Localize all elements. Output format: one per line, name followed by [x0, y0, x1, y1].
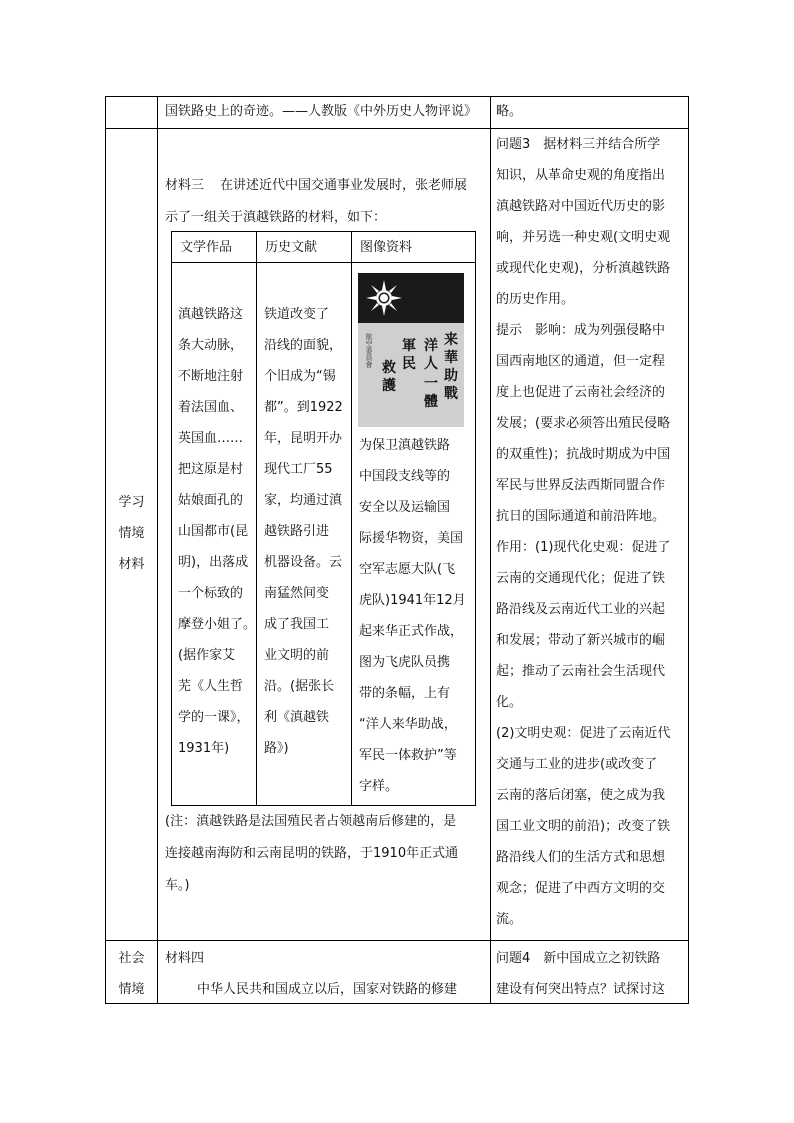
- img-caption-line: 图为飞虎队员携: [359, 655, 451, 670]
- answer-line: 流。: [496, 912, 523, 927]
- doc-line: 家，均通过滇: [264, 493, 343, 508]
- lit-line: 一个标致的: [178, 586, 244, 601]
- lit-line: 着法国血、: [178, 400, 244, 415]
- answer-line: 国西南地区的通道，但一定程: [496, 354, 666, 369]
- img-caption-line: 中国段支线等的: [359, 469, 451, 484]
- material-title: 材料三: [165, 178, 205, 193]
- answer-line: (2)文明史观：促进了云南近代: [496, 726, 671, 741]
- table-col-divider: [157, 96, 158, 1004]
- lit-line: 1931年): [178, 741, 230, 756]
- answer-line: 化。: [496, 695, 523, 710]
- lit-line: 芜《人生哲: [178, 679, 244, 694]
- answer-line: 作用：(1)现代化史观：促进了: [496, 540, 671, 555]
- inner-table-header-divider: [171, 262, 476, 263]
- doc-line: 都”。到1922: [264, 400, 343, 415]
- banner-char: 救: [382, 360, 396, 376]
- doc-line: 路》): [264, 741, 289, 756]
- table-border-bottom: [105, 1003, 689, 1004]
- doc-line: 铁道改变了: [264, 307, 330, 322]
- banner-char: 助: [444, 368, 458, 384]
- lit-line: 山国都市(昆: [178, 524, 249, 539]
- answer-line: 云南的交通现代化；促进了铁: [496, 571, 666, 586]
- answer-line: 观念；促进了中西方文明的交: [496, 881, 666, 896]
- flying-tigers-blood-chit-image: [358, 273, 464, 427]
- table-row-divider: [105, 128, 689, 129]
- lit-line: 不断地注射: [178, 369, 244, 384]
- inner-table-col-divider: [256, 231, 257, 806]
- inner-table-top: [171, 231, 476, 232]
- banner-char: 軍: [402, 338, 416, 354]
- lit-line: (据作家艾: [178, 648, 236, 663]
- answer-line: 国工业文明的前沿)；改变了铁: [496, 819, 671, 834]
- inner-table-right: [475, 231, 476, 806]
- banner-char: 體: [424, 394, 438, 410]
- img-caption-line: 虎队)1941年12月: [359, 593, 466, 608]
- doc-line: 个旧成为“锡: [264, 369, 336, 384]
- answer-line: 抗日的国际通道和前沿阵地。: [496, 509, 666, 524]
- row-label-line: 情境: [118, 526, 145, 541]
- table-col-divider: [490, 96, 491, 1004]
- answer-line: 提示 影响：成为列强侵略中: [496, 323, 666, 338]
- col-header-image: 图像资料: [360, 240, 413, 255]
- row0-answer: 略。: [496, 104, 523, 119]
- answer-line: 知识，从革命史观的角度指出: [496, 168, 666, 183]
- row-label-line: 社会: [118, 951, 145, 966]
- banner-char: 来: [444, 332, 458, 348]
- lit-line: 明)，出落成: [178, 555, 249, 570]
- question-line: 问题4 新中国成立之初铁路: [496, 951, 661, 966]
- inner-table-left: [171, 231, 172, 806]
- material-title: 材料四: [165, 951, 205, 966]
- note-line: 连接越南海防和云南昆明的铁路，于1910年正式通: [165, 846, 459, 861]
- banner-caption: 航空委員會: [365, 333, 373, 368]
- answer-line: 的双重性)；抗战时期成为中国: [496, 447, 671, 462]
- lit-line: 把这原是村: [178, 462, 244, 477]
- doc-line: 机器设备。云: [264, 555, 343, 570]
- answer-line: 军民与世界反法西斯同盟合作: [496, 478, 666, 493]
- img-caption-line: “洋人来华助战，: [359, 717, 457, 732]
- table-border-top: [105, 96, 689, 97]
- row-label-line: 材料: [118, 557, 145, 572]
- table-border-left: [105, 96, 106, 1004]
- img-caption-line: 际援华物资，美国: [359, 531, 464, 546]
- note-line: 车。): [165, 878, 190, 893]
- lit-line: 条大动脉，: [178, 338, 244, 353]
- lit-line: 英国血……: [178, 431, 244, 446]
- img-caption-line: 起来华正式作战，: [359, 624, 464, 639]
- inner-table-col-divider: [351, 231, 352, 806]
- img-caption-line: 空军志愿大队(飞: [359, 562, 456, 577]
- table-border-right: [688, 96, 689, 1004]
- row2-body-line: 中华人民共和国成立以后，国家对铁路的修建: [197, 982, 458, 997]
- question-line: 建设有何突出特点？试探讨这: [496, 982, 666, 997]
- doc-line: 沿。(据张长: [264, 679, 335, 694]
- lit-line: 学的一课》，: [178, 710, 250, 725]
- answer-line: 路沿线及云南近代工业的兴起: [496, 602, 666, 617]
- row-label-line: 学习: [118, 495, 145, 510]
- banner-char: 一: [424, 376, 438, 392]
- sun-icon: [364, 278, 404, 318]
- img-caption-line: 为保卫滇越铁路: [359, 438, 451, 453]
- banner-char: 洋: [424, 338, 438, 354]
- img-caption-line: 安全以及运输国: [359, 500, 451, 515]
- doc-line: 业文明的前: [264, 648, 330, 663]
- lit-line: 滇越铁路这: [178, 307, 244, 322]
- answer-line: 和发展；带动了新兴城市的崛: [496, 633, 666, 648]
- doc-line: 利《滇越铁: [264, 710, 330, 725]
- row0-text: 国铁路史上的奇迹。——人教版《中外历史人物评说》: [165, 104, 478, 119]
- answer-line: 滇越铁路对中国近代历史的影: [496, 199, 666, 214]
- flag-canton: [358, 273, 464, 323]
- row-label-line: 情境: [118, 982, 145, 997]
- doc-line: 现代工厂55: [264, 462, 333, 477]
- answer-line: 发展；(要求必须答出殖民侵略: [496, 416, 671, 431]
- answer-line: 问题3 据材料三并结合所学: [496, 137, 661, 152]
- answer-line: 路沿线人们的生活方式和思想: [496, 850, 666, 865]
- col-header-literature: 文学作品: [180, 240, 233, 255]
- img-caption-line: 字样。: [359, 779, 399, 794]
- doc-line: 年，昆明开办: [264, 431, 343, 446]
- banner-char: 護: [382, 378, 396, 394]
- intro-line: 在讲述近代中国交通事业发展时，张老师展: [220, 178, 468, 193]
- answer-line: 云南的落后闭塞，使之成为我: [496, 788, 666, 803]
- col-header-document: 历史文献: [265, 240, 318, 255]
- lit-line: 姑娘面孔的: [178, 493, 244, 508]
- inner-table-bottom: [171, 805, 476, 806]
- answer-line: 度上也促进了云南社会经济的: [496, 385, 666, 400]
- answer-line: 起；推动了云南社会生活现代: [496, 664, 666, 679]
- note-line: (注：滇越铁路是法国殖民者占领越南后修建的，是: [165, 814, 457, 829]
- doc-line: 越铁路引进: [264, 524, 330, 539]
- lit-line: 摩登小姐了。: [178, 617, 257, 632]
- banner-char: 人: [424, 356, 438, 372]
- intro-line: 示了一组关于滇越铁路的材料，如下：: [165, 210, 387, 225]
- doc-line: 沿线的面貌，: [264, 338, 343, 353]
- img-caption-line: 带的条幅，上有: [359, 686, 451, 701]
- img-caption-line: 军民一体救护”等: [359, 748, 457, 763]
- answer-line: 的历史作用。: [496, 292, 575, 307]
- banner-char: 戰: [444, 386, 458, 402]
- doc-line: 成了我国工: [264, 617, 330, 632]
- table-row-divider: [105, 940, 689, 941]
- answer-line: 或现代化史观)，分析滇越铁路: [496, 261, 671, 276]
- doc-line: 南猛然间变: [264, 586, 330, 601]
- answer-line: 响，并另选一种史观(文明史观: [496, 230, 671, 245]
- banner-char: 華: [444, 350, 458, 366]
- answer-line: 交通与工业的进步(或改变了: [496, 757, 658, 772]
- banner-char: 民: [402, 356, 416, 372]
